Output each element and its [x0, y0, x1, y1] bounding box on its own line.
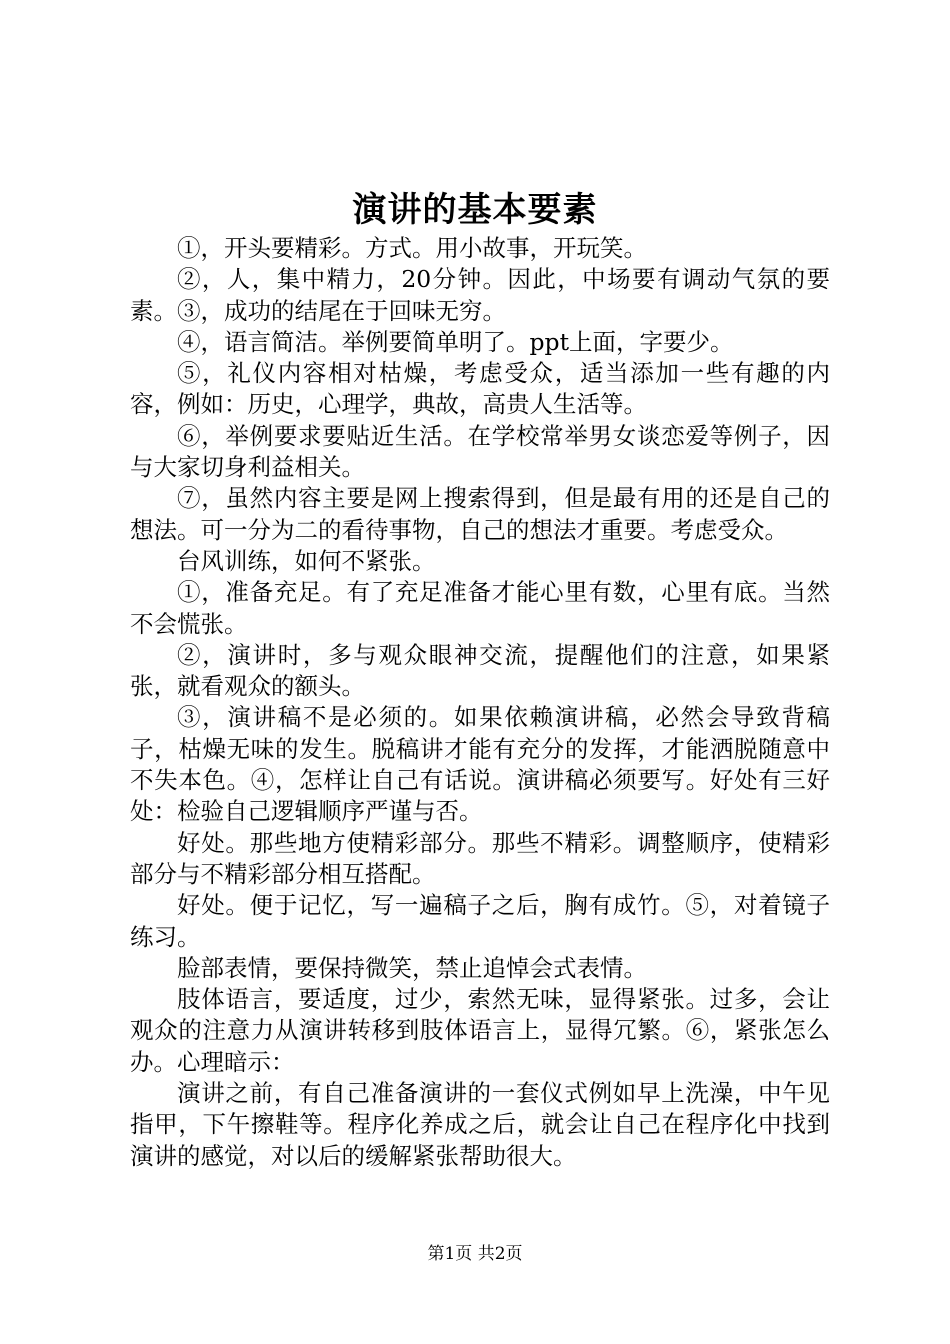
paragraph: 肢体语言，要适度，过少，索然无味，显得紧张。过多，会让观众的注意力从演讲转移到肢体语言上，显得冗繁。⑥，紧张怎么办。心理暗示：: [130, 985, 830, 1076]
paragraph: ⑦，虽然内容主要是网上搜索得到，但是最有用的还是自己的想法。可一分为二的看待事物，自己的想法才重要。考虑受众。: [130, 484, 830, 544]
paragraph: ②，演讲时，多与观众眼神交流，提醒他们的注意，如果紧张，就看观众的额头。: [130, 640, 830, 701]
paragraph: ②，人，集中精力，20分钟。因此，中场要有调动气氛的要素。③，成功的结尾在于回味无穷。: [130, 265, 830, 325]
paragraph: ⑥，举例要求要贴近生活。在学校常举男女谈恋爱等例子，因与大家切身利益相关。: [130, 421, 830, 482]
document-body: [130, 233, 830, 1172]
paragraph: 台风训练，如何不紧张。: [177, 546, 436, 575]
paragraph: ⑤，礼仪内容相对枯燥，考虑受众，适当添加一些有趣的内容，例如：历史，心理学，典故，高贵人生活等。: [130, 359, 830, 419]
paragraph: 脸部表情，要保持微笑，禁止追悼会式表情。: [177, 953, 647, 982]
paragraph: ④，语言简洁。举例要简单明了。ppt上面，字要少。: [177, 327, 734, 356]
paragraph: ③，演讲稿不是必须的。如果依赖演讲稿，必然会导致背稿子，枯燥无味的发生。脱稿讲才能有充分的发挥，才能洒脱随意中不失本色。④，怎样让自己有话说。演讲稿必须要写。好处有三好处：检验自己逻辑顺序严谨与否。: [130, 703, 830, 826]
paragraph: 演讲之前，有自己准备演讲的一套仪式例如早上洗澡，中午见指甲，下午擦鞋等。程序化养成之后，就会让自己在程序化中找到演讲的感觉，对以后的缓解紧张帮助很大。: [130, 1079, 830, 1170]
paragraph: ①，准备充足。有了充足准备才能心里有数，心里有底。当然不会慌张。: [130, 578, 830, 638]
document-title: 演讲的基本要素: [352, 190, 598, 230]
paragraph: 好处。便于记忆，写一遍稿子之后，胸有成竹。⑤，对着镜子练习。: [130, 891, 830, 951]
paragraph: 好处。那些地方使精彩部分。那些不精彩。调整顺序，使精彩部分与不精彩部分相互搭配。: [130, 828, 830, 888]
page-number-footer: 第1页 共2页: [427, 1244, 523, 1264]
paragraph: ①，开头要精彩。方式。用小故事，开玩笑。: [177, 234, 647, 262]
